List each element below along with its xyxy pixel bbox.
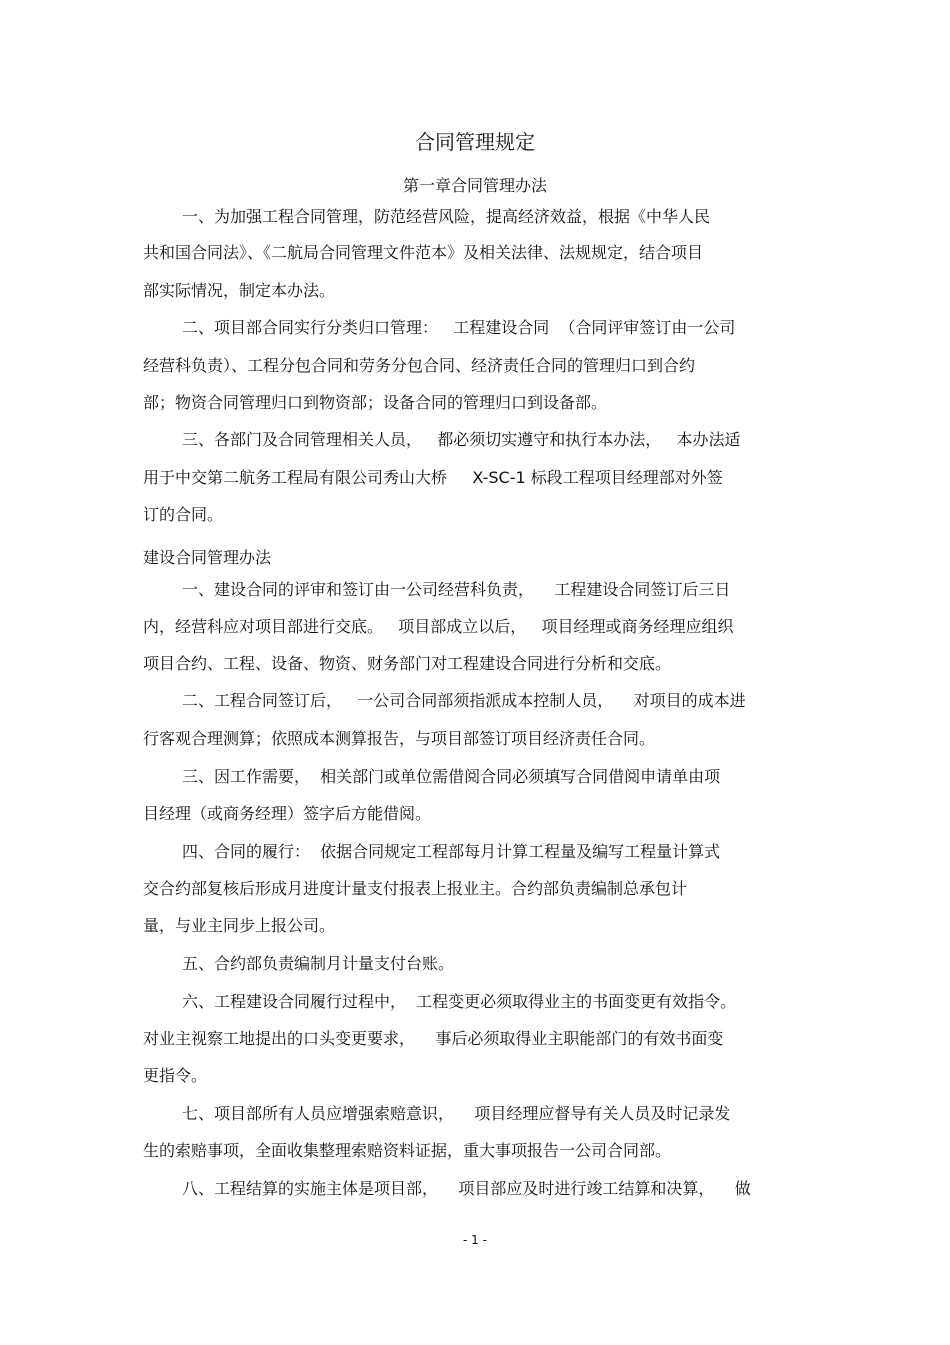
paragraph-line: 三、各部门及合同管理相关人员， 都必须切实遵守和执行本办法， 本办法适 <box>182 430 741 449</box>
paragraph-line: 更指令。 <box>143 1066 208 1085</box>
paragraph-line: 行客观合理测算；依照成本测算报告，与项目部签订项目经济责任合同。 <box>143 729 656 748</box>
paragraph-line: 量，与业主同步上报公司。 <box>143 916 336 935</box>
paragraph-line: 对业主视察工地提出的口头变更要求， 事后必须取得业主职能部门的有效书面变 <box>143 1029 724 1048</box>
paragraph-line: 二、工程合同签订后， 一公司合同部须指派成本控制人员， 对项目的成本进 <box>182 691 746 710</box>
paragraph-line: 六、工程建设合同履行过程中， 工程变更必须取得业主的书面变更有效指令。 <box>182 992 737 1011</box>
paragraph-line: 部；物资合同管理归口到物资部；设备合同的管理归口到设备部。 <box>143 393 608 412</box>
paragraph-line: 内，经营科应对项目部进行交底。 项目部成立以后， 项目经理或商务经理应组织 <box>143 617 734 636</box>
section-heading: 建设合同管理办法 <box>143 548 272 567</box>
paragraph-line: 目经理（或商务经理）签字后方能借阅。 <box>143 804 432 823</box>
paragraph-line: 用于中交第二航务工程局有限公司秀山大桥 X-SC-1 标段工程项目经理部对外签 <box>143 468 723 487</box>
paragraph-line: 共和国合同法》、《二航局合同管理文件范本》及相关法律、法规规定，结合项目 <box>143 243 704 262</box>
paragraph-line: 五、合约部负责编制月计量支付台账。 <box>182 954 455 973</box>
page-number: - 1 - <box>463 1233 487 1247</box>
paragraph-line: 七、项目部所有人员应增强索赔意识， 项目经理应督导有关人员及时记录发 <box>182 1104 731 1123</box>
paragraph-line: 经营科负责）、工程分包合同和劳务分包合同、经济责任合同的管理归口到合约 <box>143 356 696 375</box>
paragraph-line: 交合约部复核后形成月进度计量支付报表上报业主。合约部负责编制总承包计 <box>143 879 688 898</box>
chapter-title: 第一章合同管理办法 <box>402 176 547 195</box>
paragraph-line: 生的索赔事项，全面收集整理索赔资料证据，重大事项报告一公司合同部。 <box>143 1141 672 1160</box>
paragraph-line: 八、工程结算的实施主体是项目部， 项目部应及时进行竣工结算和决算， 做 <box>182 1179 751 1198</box>
paragraph-line: 订的合同。 <box>143 505 224 524</box>
paragraph-line: 四、合同的履行： 依据合同规定工程部每月计算工程量及编写工程量计算式 <box>182 842 721 861</box>
document-title: 合同管理规定 <box>415 130 535 154</box>
paragraph-line: 部实际情况，制定本办法。 <box>143 281 336 300</box>
paragraph-line: 一、建设合同的评审和签订由一公司经营科负责， 工程建设合同签订后三日 <box>182 580 731 599</box>
paragraph-line: 二、项目部合同实行分类归口管理： 工程建设合同 （合同评审签订由一公司 <box>182 318 736 337</box>
paragraph-line: 一、为加强工程合同管理，防范经营风险，提高经济效益，根据《中华人民 <box>182 207 711 226</box>
paragraph-line: 项目合约、工程、设备、物资、财务部门对工程建设合同进行分析和交底。 <box>143 654 672 673</box>
paragraph-line: 三、因工作需要， 相关部门或单位需借阅合同必须填写合同借阅申请单由项 <box>182 767 721 786</box>
